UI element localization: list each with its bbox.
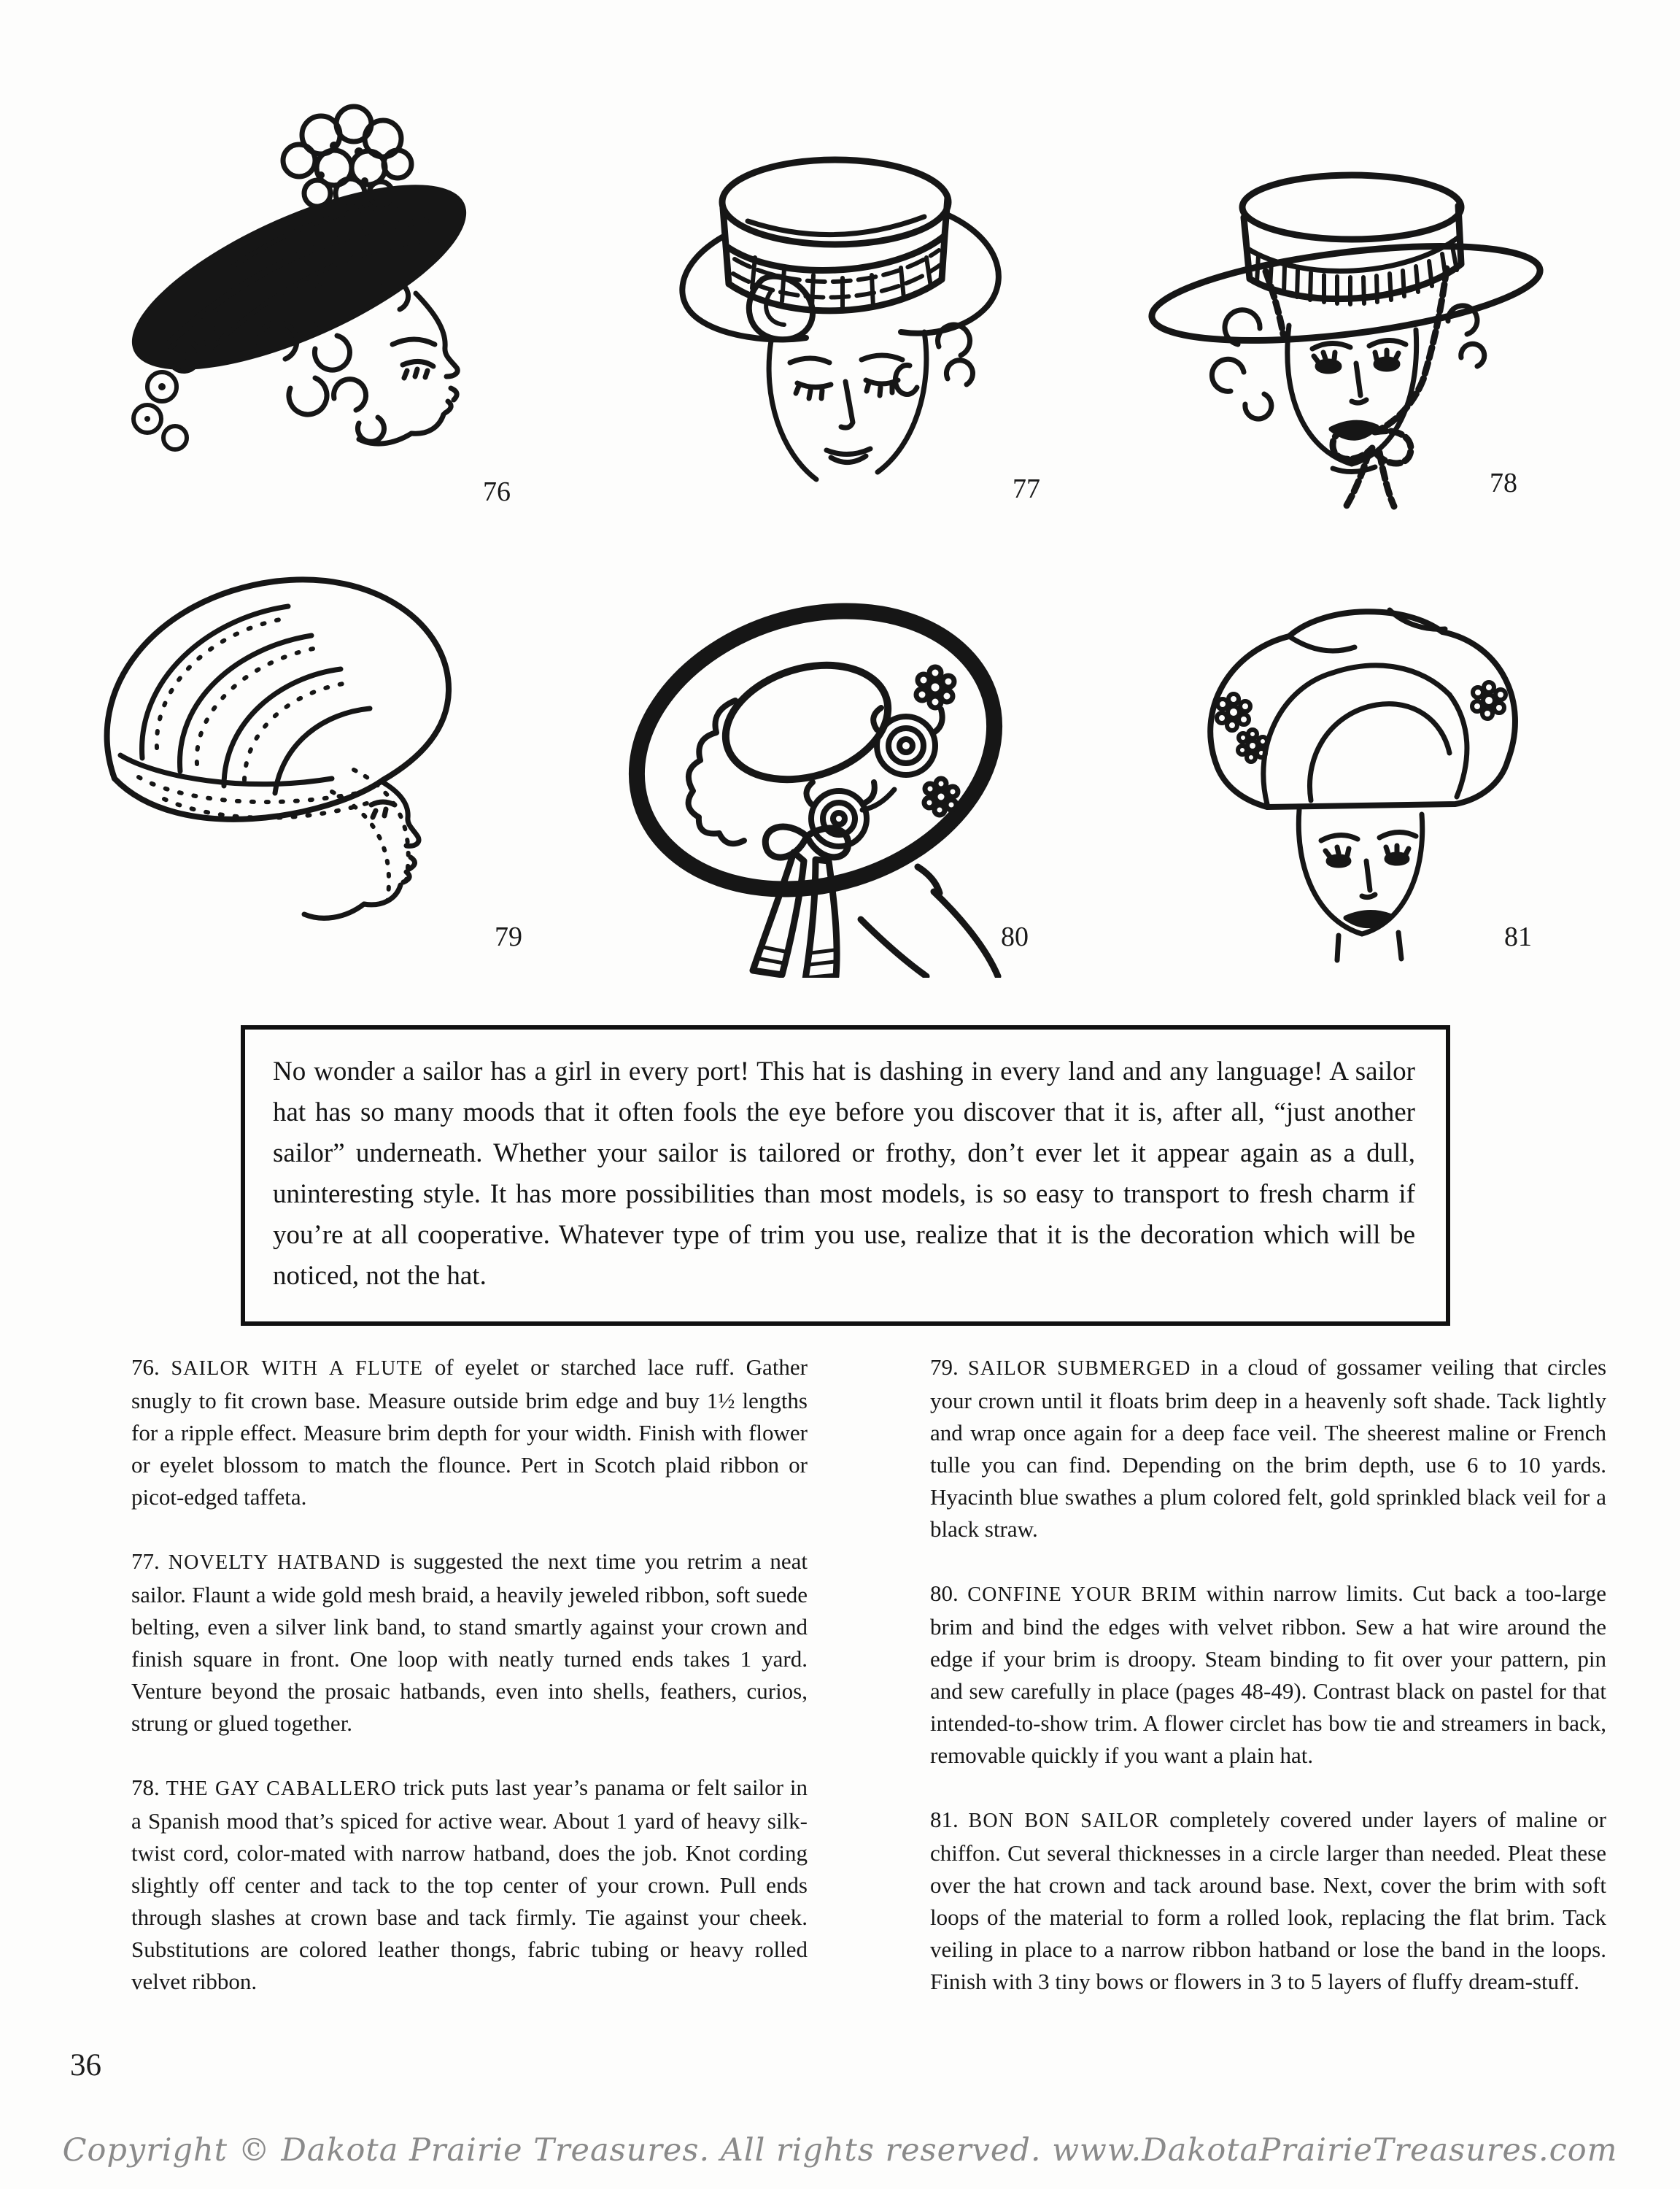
veiled-sailor-hat-drawing	[69, 536, 507, 960]
article-76	[131, 1351, 808, 1513]
article-78-number: 78.	[131, 1775, 160, 1800]
left-column	[131, 1351, 808, 1998]
bonbon-loop-hat-drawing	[1164, 584, 1557, 963]
hat-illustration-77	[653, 128, 1032, 493]
article-79-body: in a cloud of gossamer veiling that circles your crown until it floats brim deep in a heavenly soft shade. Tack lightly and wrap once again for a deep face veil. The sheerest maline or French tulle you can find. Depending on the brim depth, use 6 to 10 yards. Hyacinth blue swathes a plum colored felt, gold sprinkled black veil for a black straw.	[930, 1354, 1607, 1542]
article-columns	[131, 1351, 1606, 1998]
novelty-hatband-hat-drawing	[653, 128, 1032, 493]
figure-number-81: 81	[1504, 922, 1532, 952]
article-81-number: 81.	[930, 1807, 959, 1832]
figure-number-76: 76	[483, 476, 511, 507]
page-number: 36	[70, 2048, 101, 2082]
article-80	[930, 1578, 1606, 1772]
figure-number-77: 77	[1013, 474, 1040, 504]
article-76-lead: SAILOR WITH A FLUTE	[171, 1357, 424, 1380]
bound-brim-hat-drawing	[620, 576, 1029, 978]
copyright-footer: Copyright © Dakota Prairie Treasures. All rights reserved. www.DakotaPrairieTreasures.com	[62, 2132, 1618, 2169]
hat-illustration-81	[1164, 584, 1557, 963]
hat-illustration-79	[69, 536, 507, 960]
sailor-flute-hat-drawing	[102, 58, 525, 467]
hat-illustration-78	[1134, 139, 1557, 518]
article-80-lead: CONFINE YOUR BRIM	[967, 1583, 1198, 1606]
article-81-lead: BON BON SAILOR	[968, 1810, 1160, 1832]
article-77-body: is suggested the next time you retrim a neat sailor. Flaunt a wide gold mesh braid, a heavily jeweled ribbon, soft suede belting, even a silver link band, to stand smartly against your crown and finish square in front. One loop with neatly turned ends takes 1 yard. Venture beyond the prosaic hatbands, even into shells, feathers, curios, strung or glued together.	[131, 1548, 808, 1736]
caballero-cord-hat-drawing	[1134, 139, 1557, 518]
hat-illustration-80	[620, 576, 1029, 978]
article-78-lead: THE GAY CABALLERO	[166, 1777, 397, 1800]
article-80-number: 80.	[930, 1580, 959, 1606]
article-77-number: 77.	[131, 1548, 160, 1574]
figure-number-79: 79	[495, 922, 522, 952]
right-column	[930, 1351, 1606, 1998]
article-81-body: completely covered under layers of maline or chiffon. Cut several thicknesses in a circle larger than needed. Pleat these over the hat crown and tack around base. Next, cover the brim with soft loops of the material to form a rolled look, replacing the flat brim. Tack veiling in place to a narrow ribbon hatband or lose the band in the loops. Finish with 3 tiny bows or flowers in 3 to 5 layers of fluffy dream-stuff.	[930, 1807, 1607, 1994]
figure-number-80: 80	[1001, 922, 1029, 952]
article-79-lead: SAILOR SUBMERGED	[968, 1357, 1191, 1380]
article-78-body: trick puts last year’s panama or felt sailor in a Spanish mood that’s spiced for active wear. About 1 yard of heavy silk-twist cord, color-mated with narrow hatband, does the job. Knot cording slightly off center and tack to the top center of your crown. Pull ends through slashes at crown base and tack firmly. Tie against your cheek. Substitutions are colored leather thongs, fabric tubing or heavy rolled velvet ribbon.	[131, 1775, 808, 1994]
hat-illustration-76	[102, 58, 525, 467]
intro-paragraph: No wonder a sailor has a girl in every port! This hat is dashing in every land and any language! A sailor hat has so many moods that it often fools the eye before you discover that it is, after all, “just another sailor” underneath. Whether your sailor is tailored or frothy, don’t ever let it appear again as a dull, uninteresting style. It has more possibilities than most models, is so easy to transport to fresh charm if you’re at all cooperative. Whatever type of trim you use, realize that it is the decoration which will be noticed, not the hat.	[273, 1057, 1415, 1291]
intro-text-box	[241, 1025, 1450, 1326]
article-80-body: within narrow limits. Cut back a too-large brim and bind the edges with velvet ribbon. Sew a hat wire around the edge if your brim is droopy. Steam binding to fit over your pattern, pin and sew carefully in place (pages 48-49). Contrast black on pastel for that intended-to-show trim. A flower circlet has bow tie and streamers in back, removable quickly if you want a plain hat.	[930, 1580, 1607, 1768]
article-79	[930, 1351, 1606, 1545]
article-78	[131, 1772, 808, 1998]
article-76-number: 76.	[131, 1354, 160, 1380]
figure-number-78: 78	[1490, 468, 1517, 498]
article-81	[930, 1804, 1606, 1998]
article-76-body: of eyelet or starched lace ruff. Gather snugly to fit crown base. Measure outside brim edge and buy 1½ lengths for a ripple effect. Measure brim depth for your width. Finish with flower or eyelet blossom to match the flounce. Pert in Scotch plaid ribbon or picot-edged taffeta.	[131, 1354, 808, 1510]
article-79-number: 79.	[930, 1354, 959, 1380]
article-77	[131, 1545, 808, 1740]
article-77-lead: NOVELTY HATBAND	[168, 1551, 382, 1574]
